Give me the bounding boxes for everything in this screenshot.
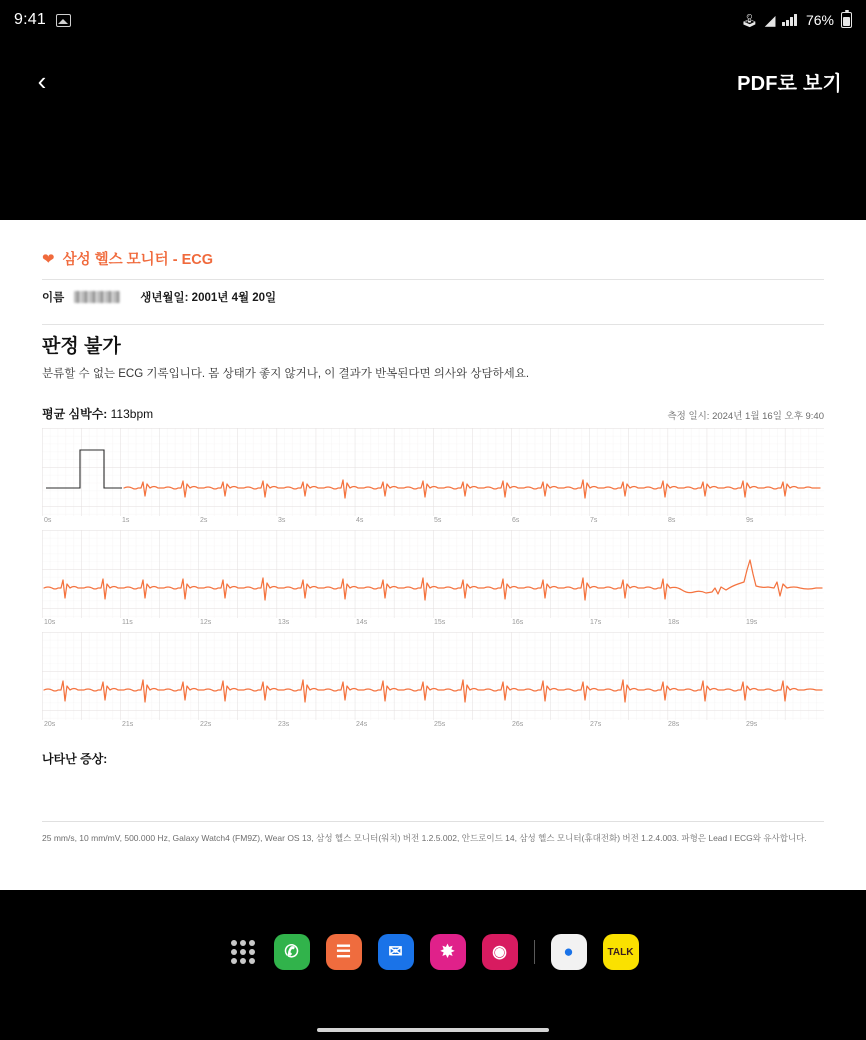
device-footnote: 25 mm/s, 10 mm/mV, 500.000 Hz, Galaxy Watch4 (FM9Z), Wear OS 13, 삼성 헬스 모니터(워치) 버전 1.2.5.002, 안드로이드 14, 삼성 헬스 모니터(휴대전화) 버전 1.2.4.003. 파형은 Lead I ECG와 유사합니다. bbox=[42, 832, 807, 843]
tick: 23s bbox=[278, 720, 290, 728]
tick: 29s bbox=[746, 720, 758, 728]
navigation-pill[interactable] bbox=[317, 1028, 549, 1032]
phone-app-icon[interactable]: ✆ bbox=[274, 934, 310, 970]
wifi-icon: ◢ bbox=[764, 12, 776, 28]
tick: 27s bbox=[590, 720, 602, 728]
signal-icon bbox=[782, 14, 797, 26]
patient-info-row bbox=[42, 280, 824, 314]
tick: 9s bbox=[746, 516, 754, 524]
apps-grid-icon[interactable] bbox=[228, 937, 258, 967]
tick: 26s bbox=[512, 720, 524, 728]
symptom-title: 나타난 증상: bbox=[42, 751, 108, 766]
ecg-strip-1-svg bbox=[42, 428, 824, 516]
patient-divider bbox=[42, 324, 824, 325]
tick: 28s bbox=[668, 720, 680, 728]
ecg-strip-1-ticks bbox=[42, 517, 824, 524]
tick: 0s bbox=[44, 516, 52, 524]
tick: 3s bbox=[278, 516, 286, 524]
symptom-empty-area bbox=[42, 767, 824, 821]
ecg-strip-3 bbox=[42, 632, 824, 728]
tick: 17s bbox=[590, 618, 602, 626]
gallery-icon bbox=[56, 14, 71, 27]
tick: 18s bbox=[668, 618, 680, 626]
tick: 10s bbox=[44, 618, 56, 626]
result-title: 판정 불가 bbox=[42, 336, 121, 357]
tick: 20s bbox=[44, 720, 56, 728]
tick: 4s bbox=[356, 516, 364, 524]
tick: 5s bbox=[434, 516, 442, 524]
patient-name-label: 이름 bbox=[42, 292, 65, 304]
view-as-pdf-button[interactable]: PDF로 보기 bbox=[737, 72, 842, 95]
battery-icon bbox=[841, 12, 852, 28]
ecg-strip-3-svg bbox=[42, 632, 824, 720]
tick: 14s bbox=[356, 618, 368, 626]
status-right-icons bbox=[741, 12, 852, 28]
status-bar bbox=[0, 0, 866, 40]
kakaotalk-app-icon[interactable]: TALK bbox=[603, 934, 639, 970]
patient-dob: 생년월일: 2001년 4월 20일 bbox=[140, 292, 277, 304]
app-dock bbox=[0, 934, 866, 970]
footer-divider bbox=[42, 821, 824, 822]
tick: 13s bbox=[278, 618, 290, 626]
tick: 1s bbox=[122, 516, 130, 524]
tick: 6s bbox=[512, 516, 520, 524]
tick: 7s bbox=[590, 516, 598, 524]
ecg-chart bbox=[42, 428, 824, 728]
bluetooth-icon: 🕹 bbox=[741, 12, 758, 28]
tick: 15s bbox=[434, 618, 446, 626]
messages-app-icon[interactable]: ✉ bbox=[378, 934, 414, 970]
tick: 16s bbox=[512, 618, 524, 626]
bottom-area bbox=[0, 890, 866, 1040]
tick: 2s bbox=[200, 516, 208, 524]
chrome-app-icon[interactable]: ● bbox=[551, 934, 587, 970]
tick: 25s bbox=[434, 720, 446, 728]
avg-heart-rate-value: 113bpm bbox=[110, 406, 154, 421]
ecg-strip-2 bbox=[42, 530, 824, 626]
heart-rate-row bbox=[42, 405, 824, 422]
app-header bbox=[0, 40, 866, 122]
tick: 12s bbox=[200, 618, 212, 626]
report-brand-title: 삼성 헬스 모니터 - ECG bbox=[62, 252, 213, 268]
contacts-app-icon[interactable]: ☰ bbox=[326, 934, 362, 970]
ecg-strip-2-ticks bbox=[42, 619, 824, 626]
avg-heart-rate-text: 평균 심박수: bbox=[42, 406, 108, 421]
report-brand bbox=[42, 248, 824, 269]
header-spacer bbox=[0, 122, 866, 220]
tick: 19s bbox=[746, 618, 758, 626]
battery-percent: 76% bbox=[805, 12, 834, 28]
camera-app-icon[interactable]: ◉ bbox=[482, 934, 518, 970]
patient-name-redacted bbox=[74, 291, 120, 303]
result-description: 분류할 수 없는 ECG 기록입니다. 몸 상태가 좋지 않거나, 이 결과가 반복된다면 의사와 상담하세요. bbox=[42, 368, 530, 380]
ecg-strip-1 bbox=[42, 428, 824, 524]
back-button[interactable]: ‹ bbox=[37, 65, 47, 96]
ecg-report-sheet bbox=[0, 220, 866, 890]
ecg-strip-2-svg bbox=[42, 530, 824, 618]
status-left-icons bbox=[56, 14, 71, 27]
avg-heart-rate-label bbox=[42, 405, 153, 422]
settings-app-icon[interactable]: ✸ bbox=[430, 934, 466, 970]
tick: 21s bbox=[122, 720, 134, 728]
tick: 11s bbox=[122, 618, 133, 626]
tick: 24s bbox=[356, 720, 368, 728]
ecg-strip-3-ticks bbox=[42, 721, 824, 728]
tick: 22s bbox=[200, 720, 212, 728]
measured-at: 측정 일시: 2024년 1월 16일 오후 9:40 bbox=[667, 410, 824, 422]
tick: 8s bbox=[668, 516, 676, 524]
status-clock: 9:41 bbox=[14, 11, 46, 28]
dock-divider bbox=[534, 940, 535, 964]
heart-icon: ❤ bbox=[42, 250, 55, 268]
